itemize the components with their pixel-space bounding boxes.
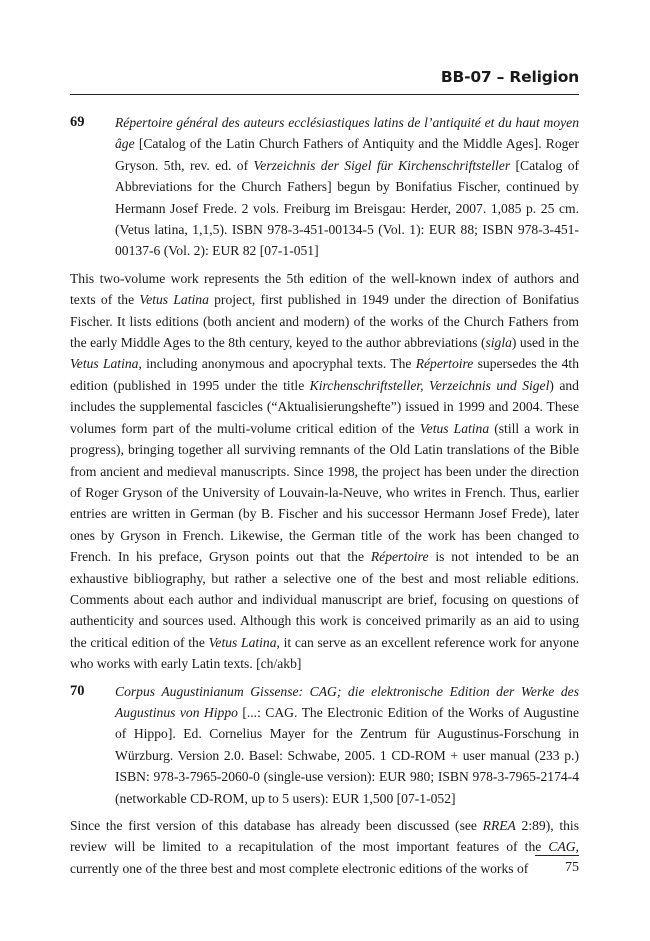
entry-text: [...: CAG. The Electronic Edition of the Works of Augustine of Hippo]. Ed. Cornelius Mayer for the Zentrum für Augustinus-Forschung in Würzburg. Version 2.0. Basel: Schwabe, 2005. 1 CD-ROM + user manual (233 p.) ISBN: 978-3-7965-2060-0 (single-use version): EUR 980; ISBN 978-3-7965-2174-4 (networkable CD-ROM, up to 5 users): EUR 1,500 [07-1-052] bbox=[115, 704, 579, 806]
review-text: (still a work in progress), bringing together all surviving remnants of the Old Latin translations of the Bible from ancient and medieval manuscripts. Since 1998, the project has been under the direction of Roger Gryson of the University of Louvain-la-Neuve, who writes in French. Thus, earlier entries are written in German (by B. Fischer and his successor Hermann Josef Frede), later ones by Gryson in French. Likewise, the German title of the work has been changed to French. In his preface, Gryson points out that the bbox=[70, 420, 579, 565]
review-italic: Kirchenschriftsteller, Verzeichnis und Sigel bbox=[309, 377, 550, 393]
review-italic: sigla bbox=[485, 335, 512, 351]
review-paragraph-70 bbox=[70, 815, 579, 879]
review-italic: Vetus Latina bbox=[139, 292, 209, 308]
review-text: Since the first version of this database has already been discussed (see bbox=[70, 818, 483, 833]
entry-title: Corpus Augustinianum Gissense: CAG; die elektronische Edition der Werke des Augustinus von Hippo bbox=[115, 683, 579, 720]
review-text: ) used in the bbox=[511, 335, 579, 351]
review-italic: Vetus Latina bbox=[208, 634, 277, 650]
entry-title: Répertoire général des auteurs ecclésiastiques latins de l’antiquité et du haut moyen âge bbox=[115, 115, 579, 152]
review-text: ) and includes the supplemental fascicles (“Aktualisierungshefte”) issued in 1999 and 2004. These volumes form part of the multi-volume critical edition of the bbox=[70, 377, 579, 436]
review-text: , currently one of the three best and most complete electronic editions of the works of bbox=[70, 839, 579, 876]
bibliography-entry-70 bbox=[70, 681, 579, 809]
review-text: project, first published in 1949 under the direction of Bonifatius Fischer. It lists editions (both ancient and modern) of the works of the Church Fathers from the early Middle Ages to the 8th century, keyed to the author abbreviations ( bbox=[70, 292, 579, 351]
header-rule bbox=[70, 94, 579, 95]
page-body bbox=[70, 112, 579, 885]
review-italic: Vetus Latina bbox=[70, 356, 139, 372]
entry-text: [Catalog of Abbreviations for the Church Fathers] begun by Bonifatius Fischer, continued by Hermann Josef Frede. 2 vols. Freiburg im Breisgau: Herder, 2007. 1,085 p. 25 cm. (Vetus latina, 1,1,5). ISBN 978-3-451-00134-5 (Vol. 1): EUR 88; ISBN 978-3-451-00137-6 (Vol. 2): EUR 82 [07-1-051] bbox=[115, 157, 580, 259]
entry-title-italic: Verzeichnis der Sigel für Kirchenschriftsteller bbox=[253, 157, 511, 173]
running-header: BB-07 – Religion bbox=[440, 68, 579, 86]
entry-number: 69 bbox=[70, 114, 85, 130]
footer-rule bbox=[535, 855, 579, 856]
bibliography-entry-69 bbox=[70, 112, 579, 262]
review-italic: Vetus Latina bbox=[419, 420, 490, 436]
review-italic: Répertoire bbox=[370, 549, 429, 565]
review-paragraph-69 bbox=[70, 268, 579, 675]
review-text: , it can serve as an excellent reference work for anyone who works with early Latin texts. [ch/akb] bbox=[70, 634, 579, 672]
review-text: This two-volume work represents the 5th edition of the well-known index of authors and texts of the bbox=[70, 270, 579, 308]
review-text: is not intended to be an exhaustive bibliography, but rather a selective one of the best and most reliable editions. Comments about each author and individual manuscript are brief, focusing on questions of authenticity and sources used. Although this work is conceived primarily as an aid to using the critical edition of the bbox=[70, 549, 579, 650]
review-italic: CAG bbox=[548, 839, 576, 855]
page-number: 75 bbox=[565, 860, 579, 875]
review-text: , including anonymous and apocryphal texts. The bbox=[138, 356, 416, 372]
review-text: supersedes the 4th edition (published in 1995 under the title bbox=[70, 356, 579, 393]
entry-text: [Catalog of the Latin Church Fathers of Antiquity and the Middle Ages]. Roger Gryson. 5th, rev. ed. of bbox=[115, 136, 579, 173]
review-text: 2:89), this review will be limited to a recapitulation of the most important features of the bbox=[70, 818, 579, 855]
review-italic: Répertoire bbox=[415, 356, 474, 372]
entry-number: 70 bbox=[70, 682, 85, 699]
review-italic: RREA bbox=[482, 818, 516, 833]
